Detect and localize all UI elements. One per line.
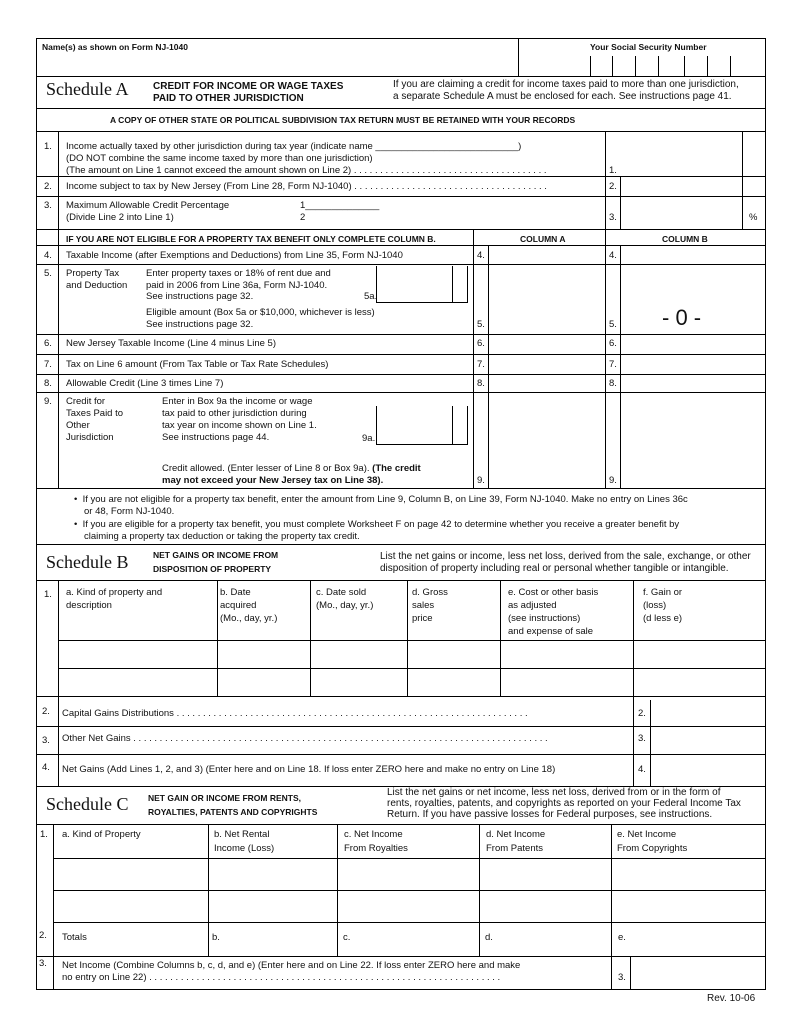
line-a7-num: 7. xyxy=(44,359,52,370)
line-a7-column-b[interactable] xyxy=(621,355,765,373)
line-b2-box-label: 2. xyxy=(638,708,646,719)
col-b-f-1: f. Gain or xyxy=(643,587,683,598)
line-a5-text-5: See instructions page 32. xyxy=(146,319,254,330)
line-c3-box-label: 3. xyxy=(618,972,626,983)
line-a9-box-a: 9. xyxy=(477,475,485,486)
line-a5-column-a[interactable] xyxy=(489,265,604,333)
line-b2-amount[interactable] xyxy=(651,700,765,722)
line-a5-column-b-zero: - 0 - xyxy=(662,305,702,330)
ssn-label: Your Social Security Number xyxy=(590,42,707,52)
names-label: Name(s) as shown on Form NJ-1040 xyxy=(42,42,188,52)
schedule-c-note-1: List the net gains or net income, less net loss, derived from or in the form of xyxy=(387,787,721,798)
schedule-a-note-2: a separate Schedule A must be enclosed for each. See instructions page 41. xyxy=(393,91,732,102)
line-a6-column-b[interactable] xyxy=(621,335,765,353)
line-a7-box-a: 7. xyxy=(477,359,485,370)
bullet-2-line-2: claiming a property tax deduction or taking the property tax credit. xyxy=(84,531,360,542)
line-a2-amount[interactable] xyxy=(621,177,741,195)
bullet-1-line-1: • If you are not eligible for a property tax benefit, enter the amount from Line 9, Column B, on Line 39, Form NJ-1040. Make no entry on Lines 36c xyxy=(74,494,688,505)
col-c-c-1: c. Net Income xyxy=(344,829,403,840)
line-a9-column-b[interactable] xyxy=(621,393,765,487)
line-c2-e: e. xyxy=(618,932,626,943)
bullet-2-text: If you are eligible for a property tax benefit, you must complete Worksheet F on page 42 to determine whether you receive a greater benefit by xyxy=(82,519,680,530)
line-a9-allowed-1-bold: (The credit xyxy=(372,463,421,474)
line-a1-box-label: 1. xyxy=(609,165,617,176)
schedule-c-row-2[interactable] xyxy=(54,891,765,921)
line-a9-text-3: tax year on income shown on Line 1. xyxy=(162,420,317,431)
ssn-input[interactable] xyxy=(590,55,762,75)
line-a3-num: 3. xyxy=(44,200,52,211)
line-b4-amount[interactable] xyxy=(651,755,765,785)
line-a8-column-a[interactable] xyxy=(489,375,604,392)
line-a9-num: 9. xyxy=(44,396,52,407)
col-b-c-2: (Mo., day, yr.) xyxy=(316,600,374,611)
line-c3-text-1: Net Income (Combine Columns b, c, d, and e) (Enter here and on Line 22. If loss enter ZERO here and make xyxy=(62,960,521,971)
bullet-1-line-2: or 48, Form NJ-1040. xyxy=(84,506,175,517)
line-a4-num: 4. xyxy=(44,250,52,261)
line-a2-text: Income subject to tax by New Jersey (From Line 28, Form NJ-1040) . . . . . . . . . . . . . . . . . . . . . . . . . . . . . . . . . . . . . xyxy=(66,181,547,192)
line-c2-label: Totals xyxy=(62,932,87,943)
col-b-b-3: (Mo., day, yr.) xyxy=(220,613,278,624)
line-a9-label-3: Other xyxy=(66,420,90,431)
col-b-b-1: b. Date xyxy=(220,587,251,598)
line-a8-num: 8. xyxy=(44,378,52,389)
schedule-c-heading-2: ROYALTIES, PATENTS AND COPYRIGHTS xyxy=(148,807,318,817)
line-a5-box-b: 5. xyxy=(609,319,617,330)
col-b-a-2: description xyxy=(66,600,112,611)
line-a1-text-2: (DO NOT combine the same income taxed by more than one jurisdiction) xyxy=(66,153,373,164)
line-a3-box-label: 3. xyxy=(609,212,617,223)
column-a-header: COLUMN A xyxy=(520,234,566,244)
line-a2-box-label: 2. xyxy=(609,181,617,192)
col-b-d-3: price xyxy=(412,613,433,624)
line-a5-label-1: Property Tax xyxy=(66,268,120,279)
line-c2-num: 2. xyxy=(39,930,47,941)
line-a4-column-a[interactable] xyxy=(489,246,604,264)
line-a4-text: Taxable Income (after Exemptions and Deductions) from Line 35, Form NJ-1040 xyxy=(66,250,403,261)
line-a8-column-b[interactable] xyxy=(621,375,765,392)
schedule-a-heading-2: PAID TO OTHER JURISDICTION xyxy=(153,93,304,104)
schedule-b-title: Schedule B xyxy=(46,552,129,572)
schedule-c-heading-1: NET GAIN OR INCOME FROM RENTS, xyxy=(148,793,301,803)
col-b-e-1: e. Cost or other basis xyxy=(508,587,599,598)
line-a9a-amount[interactable] xyxy=(376,406,468,445)
line-a5-text-2: paid in 2006 from Line 36a, Form NJ-1040. xyxy=(146,280,328,291)
line-c1-num: 1. xyxy=(40,829,48,840)
line-c3-amount[interactable] xyxy=(631,957,765,989)
line-b1-num: 1. xyxy=(44,589,52,600)
line-a1-text-1: Income actually taxed by other jurisdiction during tax year (indicate name ___________________________) xyxy=(66,141,522,152)
line-c3-num: 3. xyxy=(39,958,47,969)
col-c-c-2: From Royalties xyxy=(344,843,408,854)
line-b3-amount[interactable] xyxy=(651,727,765,753)
line-a8-box-b: 8. xyxy=(609,378,617,389)
line-a2-num: 2. xyxy=(44,181,52,192)
schedule-c-row-1[interactable] xyxy=(54,859,765,889)
line-c2-totals-b[interactable] xyxy=(222,923,336,955)
line-b4-num: 4. xyxy=(42,762,50,773)
line-a8-box-a: 8. xyxy=(477,378,485,389)
bullet-1-text: If you are not eligible for a property tax benefit, enter the amount from Line 9, Column B, on Line 39, Form NJ-1040. Make no entry on Lines 36c xyxy=(82,494,688,505)
line-a9-text-2: tax paid to other jurisdiction during xyxy=(162,408,307,419)
line-a9-allowed-1-text: Credit allowed. (Enter lesser of Line 8 or Box 9a). xyxy=(162,463,370,474)
line-a8-text: Allowable Credit (Line 3 times Line 7) xyxy=(66,378,224,389)
schedule-a-title: Schedule A xyxy=(46,79,129,99)
line-a5-label-2: and Deduction xyxy=(66,280,128,291)
col-c-d-1: d. Net Income xyxy=(486,829,546,840)
line-a1-num: 1. xyxy=(44,141,52,152)
columns-instruction: IF YOU ARE NOT ELIGIBLE FOR A PROPERTY TAX BENEFIT ONLY COMPLETE COLUMN B. xyxy=(66,234,436,244)
col-b-c-1: c. Date sold xyxy=(316,587,367,598)
line-a1-amount[interactable] xyxy=(621,160,741,176)
line-a3-text-1: Maximum Allowable Credit Percentage xyxy=(66,200,230,211)
line-b4-box-label: 4. xyxy=(638,764,646,775)
line-a9-text-4: See instructions page 44. xyxy=(162,432,270,443)
line-a3-fraction-bottom: 2 xyxy=(300,212,306,223)
col-c-a-1: a. Kind of Property xyxy=(62,829,141,840)
schedule-a-note-1: If you are claiming a credit for income taxes paid to more than one jurisdiction, xyxy=(393,79,739,90)
col-b-d-2: sales xyxy=(412,600,435,611)
schedule-b-heading-2: DISPOSITION OF PROPERTY xyxy=(153,564,272,574)
line-b2-text: Capital Gains Distributions . . . . . . . . . . . . . . . . . . . . . . . . . . . . . . . . . . . . . . . . . . . . . . . . . . . . . . . . . . . . . . . . . . . xyxy=(62,708,528,719)
line-c2-c: c. xyxy=(343,932,351,943)
schedule-c-note-3: Return. If you have passive losses for Federal purposes, see instructions. xyxy=(387,809,713,820)
line-a1-text-3: (The amount on Line 1 cannot exceed the amount shown on Line 2) . . . . . . . . . . . . . . . . . . . . . . . . . . . . . . . . . . . . . xyxy=(66,165,547,176)
schedule-a-banner: A COPY OF OTHER STATE OR POLITICAL SUBDIVISION TAX RETURN MUST BE RETAINED WITH YOUR RECORDS xyxy=(110,115,576,125)
col-b-e-3: (see instructions) xyxy=(508,613,581,624)
line-b4-text: Net Gains (Add Lines 1, 2, and 3) (Enter here and on Line 18. If loss enter ZERO here and make no entry on Line 18) xyxy=(62,764,556,775)
col-b-e-2: as adjusted xyxy=(508,600,557,611)
line-a9-label-2: Taxes Paid to xyxy=(66,408,124,419)
line-c3-text-2: no entry on Line 22) . . . . . . . . . . . . . . . . . . . . . . . . . . . . . . . . . . . . . . . . . . . . . . . . . . . . . . . . . . . . . . . . . . . xyxy=(62,972,501,983)
line-a6-num: 6. xyxy=(44,338,52,349)
line-a5-box-a: 5. xyxy=(477,319,485,330)
line-a3-percentage[interactable] xyxy=(621,198,741,228)
names-input[interactable] xyxy=(40,54,515,74)
line-b2-num: 2. xyxy=(42,706,50,717)
line-b3-num: 3. xyxy=(42,735,50,746)
line-a6-text: New Jersey Taxable Income (Line 4 minus Line 5) xyxy=(66,338,276,349)
line-a3-fraction-top: 1______________ xyxy=(300,200,380,211)
line-a7-column-a[interactable] xyxy=(489,355,604,373)
schedule-a-heading-1: CREDIT FOR INCOME OR WAGE TAXES xyxy=(153,81,344,92)
line-b3-box-label: 3. xyxy=(638,733,646,744)
line-a9-text-1: Enter in Box 9a the income or wage xyxy=(162,396,313,407)
col-b-e-4: and expense of sale xyxy=(508,626,594,637)
line-a9-label-4: Jurisdiction xyxy=(66,432,114,443)
col-b-f-3: (d less e) xyxy=(643,613,683,624)
line-a5a-amount[interactable] xyxy=(376,266,468,303)
line-a5-text-1: Enter property taxes or 18% of rent due and xyxy=(146,268,331,279)
line-a9-box-b: 9. xyxy=(609,475,617,486)
line-a9-column-a[interactable] xyxy=(489,393,604,487)
schedule-b-note-1: List the net gains or income, less net loss, derived from the sale, exchange, or other xyxy=(380,551,751,562)
line-a9-allowed-1 xyxy=(162,463,421,475)
line-a6-box-b: 6. xyxy=(609,338,617,349)
schedule-c-note-2: rents, royalties, patents, and copyrights as reported on your Federal Income Tax xyxy=(387,798,741,809)
col-b-b-2: acquired xyxy=(220,600,257,611)
line-a4-box-b: 4. xyxy=(609,250,617,261)
line-a9-allowed-2: may not exceed your New Jersey tax on Line 38). xyxy=(162,475,384,486)
col-c-d-2: From Patents xyxy=(486,843,544,854)
bullet-2-line-1: • If you are eligible for a property tax benefit, you must complete Worksheet F on page 42 to determine whether you receive a greater benefit by xyxy=(74,519,680,530)
line-c2-totals-e[interactable] xyxy=(628,923,765,955)
line-a5-text-4: Eligible amount (Box 5a or $10,000, whichever is less) xyxy=(146,307,375,318)
line-a7-box-b: 7. xyxy=(609,359,617,370)
line-a9-label-1: Credit for xyxy=(66,396,106,407)
schedule-b-note-2: disposition of property including real or personal whether tangible or intangible. xyxy=(380,563,729,574)
schedule-b-heading-1: NET GAINS OR INCOME FROM xyxy=(153,550,279,560)
col-c-b-2: Income (Loss) xyxy=(214,843,275,854)
revision-label: Rev. 10-06 xyxy=(707,993,756,1004)
col-b-a-1: a. Kind of property and xyxy=(66,587,163,598)
line-a4-box-a: 4. xyxy=(477,250,485,261)
line-c2-totals-d[interactable] xyxy=(494,923,610,955)
line-a4-column-b[interactable] xyxy=(621,246,765,264)
line-c2-d: d. xyxy=(485,932,493,943)
line-a5-text-3: See instructions page 32. xyxy=(146,291,254,302)
line-a6-box-a: 6. xyxy=(477,338,485,349)
line-a3-text-2: (Divide Line 2 into Line 1) xyxy=(66,212,174,223)
col-b-d-1: d. Gross xyxy=(412,587,448,598)
column-b-header: COLUMN B xyxy=(662,234,708,244)
line-a6-column-a[interactable] xyxy=(489,335,604,353)
line-c2-b: b. xyxy=(212,932,220,943)
schedule-c-title: Schedule C xyxy=(46,794,129,814)
col-b-f-2: (loss) xyxy=(643,600,667,611)
percent-sign: % xyxy=(749,212,758,223)
line-a7-text: Tax on Line 6 amount (From Tax Table or Tax Rate Schedules) xyxy=(66,359,329,370)
line-a9a-box-label: 9a. xyxy=(362,433,376,444)
line-c2-totals-c[interactable] xyxy=(352,923,478,955)
schedule-b-row-1[interactable] xyxy=(59,641,765,667)
line-a5-num: 5. xyxy=(44,268,52,279)
line-a5a-box-label: 5a. xyxy=(364,291,378,302)
col-c-e-2: From Copyrights xyxy=(617,843,688,854)
col-c-b-1: b. Net Rental xyxy=(214,829,270,840)
line-b3-text: Other Net Gains . . . . . . . . . . . . . . . . . . . . . . . . . . . . . . . . . . . . . . . . . . . . . . . . . . . . . . . . . . . . . . . . . . . . . . . . . . . . . . . xyxy=(62,733,548,744)
schedule-b-row-2[interactable] xyxy=(59,669,765,695)
col-c-e-1: e. Net Income xyxy=(617,829,677,840)
